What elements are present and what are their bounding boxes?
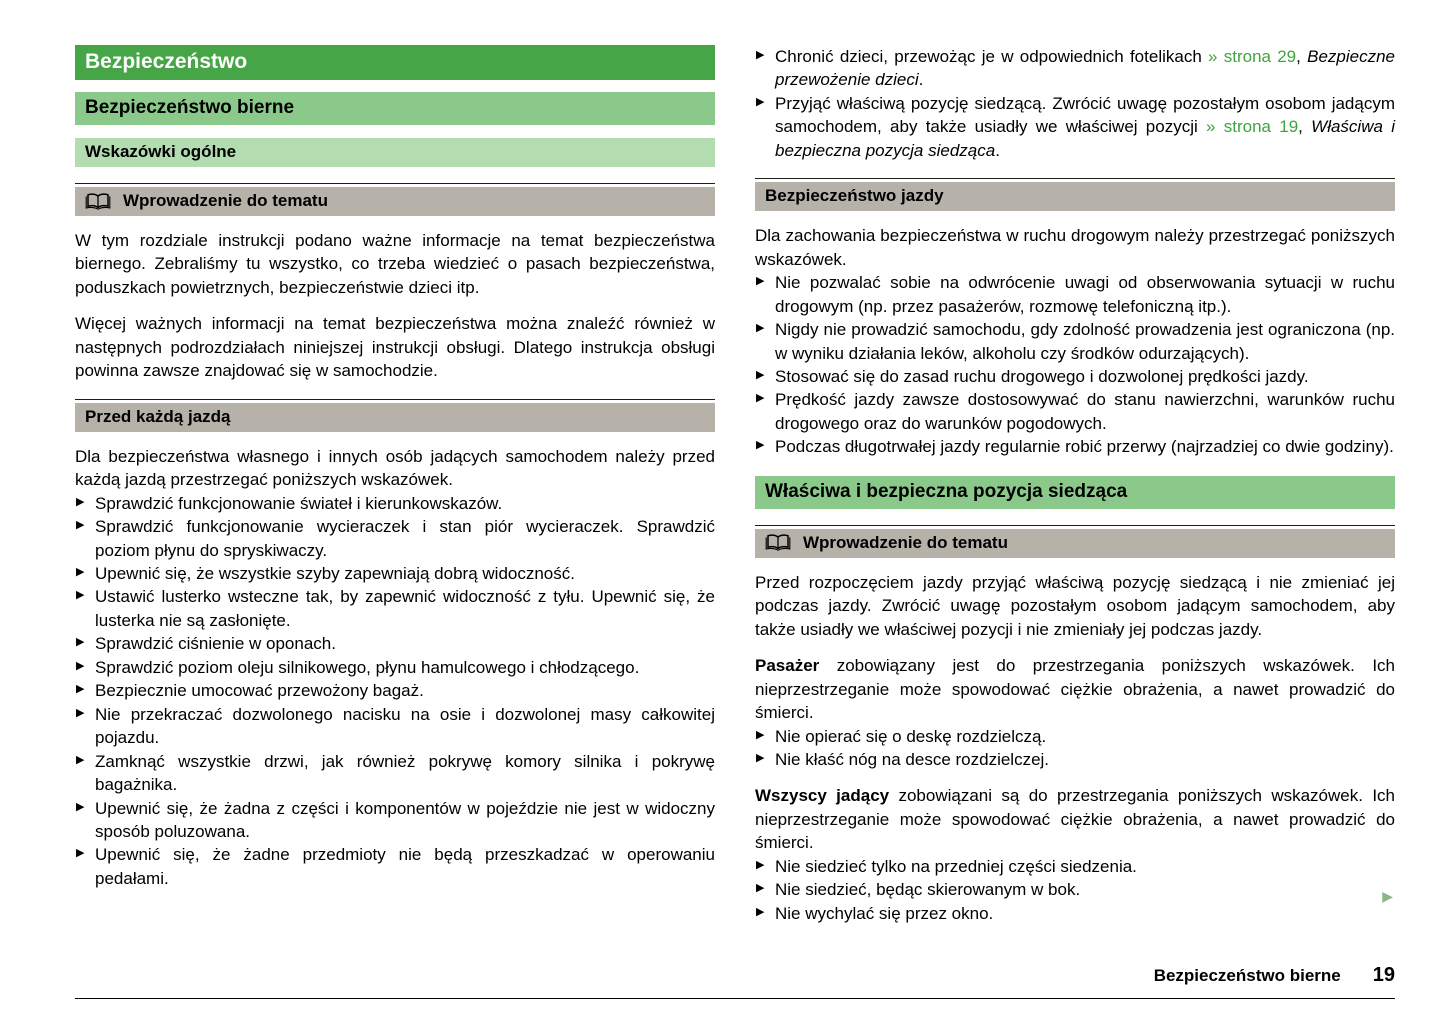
bullet-text: Nie przekraczać dozwolonego nacisku na osie i dozwolonej masy całkowitej pojazdu. <box>95 704 715 748</box>
passenger-paragraph: Pasażer zobowiązany jest do przestrzegania poniższych wskazówek. Ich nieprzestrzeganie może spowodować ciężkie obrażenia, a nawet prowadzić do śmierci. <box>755 656 1395 723</box>
open-book-icon <box>765 534 791 551</box>
list-item <box>755 365 1395 388</box>
bullet-text: Sprawdzić funkcjonowanie świateł i kierunkowskazów. <box>95 493 503 513</box>
section-title-seating-position: Właściwa i bezpieczna pozycja siedząca <box>755 476 1395 509</box>
header-rule <box>75 399 715 400</box>
list-item <box>75 656 715 679</box>
bullet-text: Przyjąć właściwą pozycję siedzącą. Zwrócić uwagę pozostałym osobom jadącym samochodem, aby także usiadły we właściwej pozycji » strona 19, Właściwa i bezpieczna pozycja siedząca. <box>775 93 1395 160</box>
list-item <box>755 878 1395 901</box>
pre-drive-checklist <box>75 492 715 891</box>
list-item <box>75 585 715 632</box>
bullet-triangle-icon: ▶ <box>756 439 765 452</box>
bullet-triangle-icon: ▶ <box>76 519 85 532</box>
cross-reference-title: Bezpieczne przewożenie dzieci <box>775 47 1395 90</box>
paragraph: Więcej ważnych informacji na temat bezpieczeństwa można znaleźć również w następnych podrozdziałach niniejszej instrukcji obsługi. Dlatego instrukcja obsługi powinna zawsze znajdować się w samochodzie. <box>75 314 715 381</box>
page-footer <box>75 964 1395 999</box>
list-item <box>75 797 715 844</box>
child-safety-list <box>755 45 1395 162</box>
bullet-triangle-icon: ▶ <box>756 882 765 895</box>
bullet-text: Nigdy nie prowadzić samochodu, gdy zdolność prowadzenia jest ograniczona (np. w wyniku działania leków, alkoholu czy środków odurzających). <box>775 320 1395 363</box>
bullet-triangle-icon: ▶ <box>756 95 765 108</box>
list-item <box>75 492 715 515</box>
bullet-triangle-icon: ▶ <box>76 753 85 766</box>
list-item <box>75 515 715 562</box>
paragraph: Przed rozpoczęciem jazdy przyjąć właściwą pozycję siedzącą i nie zmieniać jej podczas jazdy. Zwrócić uwagę pozostałym osobom jadącym samochodem, aby także usiadły we właściwej pozycji i nie zmieniały jej podczas jazdy. <box>755 572 1395 639</box>
bullet-text: Bezpiecznie umocować przewożony bagaż. <box>95 681 424 701</box>
bullet-text: Nie opierać się o deskę rozdzielczą. <box>775 726 1047 746</box>
bullet-triangle-icon: ▶ <box>756 751 765 764</box>
subsection-title-general-hints: Wskazówki ogólne <box>75 138 715 167</box>
intro-section-header <box>75 183 715 216</box>
left-column <box>75 45 715 925</box>
footer-page-number: 19 <box>1372 964 1395 986</box>
list-item <box>755 388 1395 435</box>
list-item <box>755 902 1395 925</box>
paragraph-lead: Pasażer <box>755 656 820 676</box>
cross-reference-title: Właściwa i bezpieczna pozycja siedząca <box>775 117 1395 160</box>
list-item <box>755 748 1395 771</box>
passenger-rules-list <box>755 725 1395 772</box>
bullet-text: Sprawdzić poziom oleju silnikowego, płynu hamulcowego i chłodzącego. <box>95 657 640 677</box>
bullet-text: Upewnić się, że żadna z części i komponentów w pojeździe nie jest w widoczny sposób poluzowana. <box>95 798 715 841</box>
list-item <box>755 725 1395 748</box>
bullet-triangle-icon: ▶ <box>756 728 765 741</box>
bullet-text: Nie siedzieć, będąc skierowanym w bok. <box>775 880 1081 900</box>
bullet-text: Chronić dzieci, przewożąc je w odpowiednich fotelikach » strona 29, Bezpieczne przewożenie dzieci. <box>775 47 1395 90</box>
list-item <box>755 92 1395 162</box>
pre-drive-section-label: Przed każdą jazdą <box>85 406 231 426</box>
list-item <box>755 271 1395 318</box>
driving-safety-section-header <box>755 178 1395 211</box>
list-item <box>755 45 1395 92</box>
bullet-triangle-icon: ▶ <box>756 275 765 288</box>
bullet-triangle-icon: ▶ <box>756 368 765 381</box>
bullet-text: Sprawdzić ciśnienie w oponach. <box>95 634 336 654</box>
intro-section-label: Wprowadzenie do tematu <box>123 191 328 210</box>
bullet-triangle-icon: ▶ <box>76 636 85 649</box>
list-item <box>755 435 1395 458</box>
bullet-text: Zamknąć wszystkie drzwi, jak również pokrywę komory silnika i pokrywę bagażnika. <box>95 751 715 795</box>
pre-drive-section-header <box>75 399 715 432</box>
bullet-triangle-icon: ▶ <box>76 565 85 578</box>
bullet-text: Nie pozwalać sobie na odwrócenie uwagi od obserwowania sytuacji w ruchu drogowym (np. przez pasażerów, rozmowę telefoniczną itp.). <box>775 273 1395 316</box>
bullet-triangle-icon: ▶ <box>756 392 765 405</box>
bullet-triangle-icon: ▶ <box>76 847 85 860</box>
section-title-passive-safety: Bezpieczeństwo bierne <box>75 92 715 125</box>
bullet-text: Podczas długotrwałej jazdy regularnie robić przerwy (najrzadziej co dwie godziny). <box>775 437 1394 457</box>
driving-safety-section-label: Bezpieczeństwo jazdy <box>765 186 944 206</box>
bullet-text: Nie siedzieć tylko na przedniej części siedzenia. <box>775 856 1137 876</box>
list-item <box>75 750 715 797</box>
bullet-triangle-icon: ▶ <box>76 589 85 602</box>
header-rule <box>755 525 1395 526</box>
footer-section-title: Bezpieczeństwo bierne <box>1153 966 1341 985</box>
header-rule <box>755 178 1395 179</box>
page-link-19[interactable]: » strona 19 <box>1206 117 1299 137</box>
driving-safety-list <box>755 271 1395 459</box>
list-item <box>75 843 715 890</box>
bullet-text: Ustawić lusterko wsteczne tak, by zapewnić widoczność z tyłu. Upewnić się, że lusterka nie są zasłonięte. <box>95 587 715 630</box>
occupants-rules-list <box>755 855 1395 925</box>
header-rule <box>75 183 715 184</box>
bullet-text: Nie wychylać się przez okno. <box>775 903 994 923</box>
open-book-icon <box>85 193 111 210</box>
bullet-text: Upewnić się, że żadne przedmioty nie będą przeszkadzać w operowaniu pedałami. <box>95 845 715 888</box>
bullet-text: Sprawdzić funkcjonowanie wycieraczek i stan piór wycieraczek. Sprawdzić poziom płynu do spryskiwaczy. <box>95 517 715 560</box>
list-item <box>755 318 1395 365</box>
bullet-triangle-icon: ▶ <box>756 905 765 918</box>
bullet-triangle-icon: ▶ <box>756 858 765 871</box>
page-link-29[interactable]: » strona 29 <box>1208 47 1297 66</box>
page-continuation-icon: ▶ <box>1382 888 1393 904</box>
intro-section-label: Wprowadzenie do tematu <box>803 532 1008 552</box>
list-item <box>75 703 715 750</box>
occupants-paragraph: Wszyscy jadący zobowiązani są do przestrzegania poniższych wskazówek. Ich nieprzestrzeganie może spowodować ciężkie obrażenia, a nawet prowadzić do śmierci. <box>755 786 1395 853</box>
bullet-text: Nie kłaść nóg na desce rozdzielczej. <box>775 749 1050 769</box>
chapter-title: Bezpieczeństwo <box>75 45 715 80</box>
list-item <box>755 855 1395 878</box>
bullet-triangle-icon: ▶ <box>756 322 765 335</box>
paragraph-lead: Wszyscy jadący <box>755 786 890 806</box>
paragraph: W tym rozdziale instrukcji podano ważne informacje na temat bezpieczeństwa biernego. Zebraliśmy tu wszystko, co trzeba wiedzieć o pasach bezpieczeństwa, poduszkach powietrznych, bezpieczeństwie dzieci itp. <box>75 231 715 297</box>
paragraph: Dla zachowania bezpieczeństwa w ruchu drogowym należy przestrzegać poniższych wskazówek. <box>755 226 1395 269</box>
paragraph: Dla bezpieczeństwa własnego i innych osób jadących samochodem należy przed każdą jazdą przestrzegać poniższych wskazówek. <box>75 446 715 490</box>
bullet-text: Upewnić się, że wszystkie szyby zapewniają dobrą widoczność. <box>95 563 575 583</box>
bullet-triangle-icon: ▶ <box>76 495 85 508</box>
bullet-text: Stosować się do zasad ruchu drogowego i dozwolonej prędkości jazdy. <box>775 366 1309 386</box>
bullet-triangle-icon: ▶ <box>76 683 85 696</box>
list-item <box>75 632 715 655</box>
bullet-triangle-icon: ▶ <box>76 659 85 672</box>
intro-section-header <box>755 525 1395 558</box>
bullet-text: Prędkość jazdy zawsze dostosowywać do stanu nawierzchni, warunków ruchu drogowego oraz do warunków pogodowych. <box>775 390 1395 433</box>
bullet-triangle-icon: ▶ <box>756 49 765 61</box>
list-item <box>75 679 715 702</box>
bullet-triangle-icon: ▶ <box>76 800 85 813</box>
bullet-triangle-icon: ▶ <box>76 706 85 719</box>
right-column <box>755 45 1395 925</box>
list-item <box>75 562 715 585</box>
